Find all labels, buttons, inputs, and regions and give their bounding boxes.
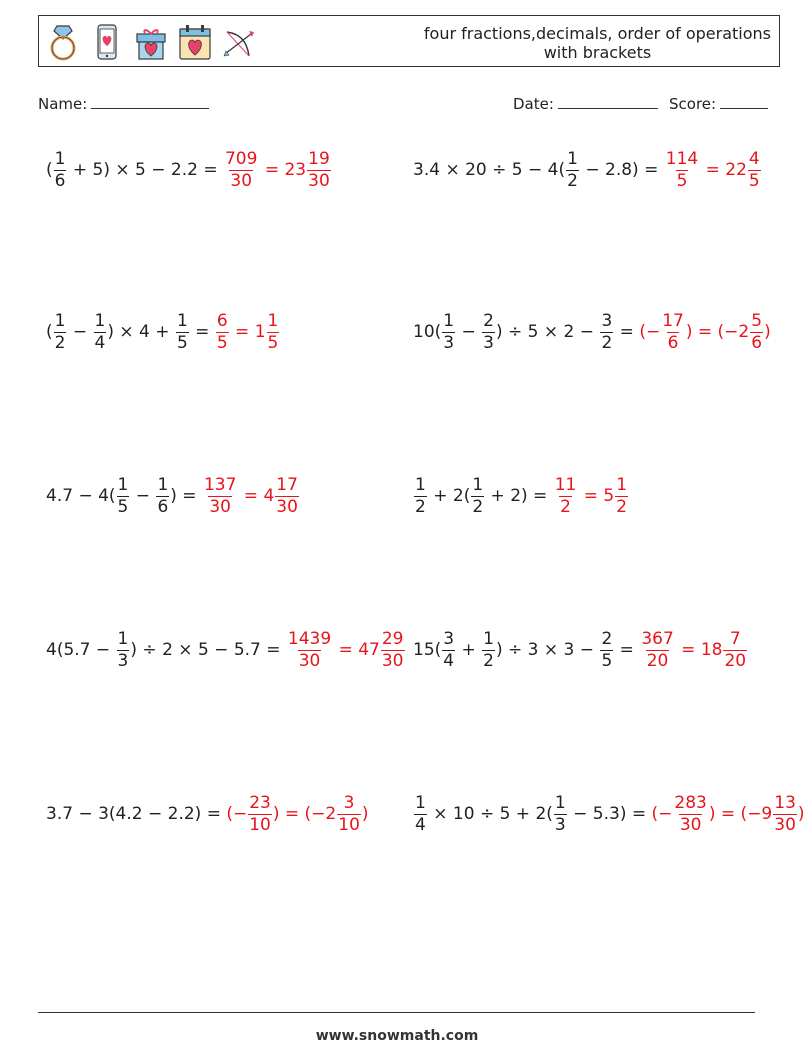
- denominator: 6: [667, 332, 679, 353]
- numerator: 17: [276, 474, 298, 495]
- expression-text: = 4: [238, 486, 275, 506]
- fraction: [94, 310, 107, 353]
- expression-text: 2: [156, 640, 179, 660]
- numerator: 13: [774, 792, 796, 813]
- expression-text: 5: [522, 322, 544, 342]
- header-icons: [45, 20, 265, 64]
- numerator: 114: [665, 148, 699, 169]
- footer-divider: [38, 1012, 755, 1013]
- denominator: 3: [117, 650, 129, 671]
- expression-text: 5 − 2.2 =: [129, 160, 223, 180]
- problem-7: [46, 620, 406, 680]
- expression-text: + 2(: [427, 486, 471, 506]
- name-label: Name:: [38, 95, 88, 113]
- expression-text: ) = (−9: [708, 804, 773, 824]
- numerator: 7: [729, 628, 741, 649]
- expression-text: (−: [226, 804, 248, 824]
- expression-text: ) = (−2: [272, 804, 337, 824]
- fraction: [773, 792, 797, 835]
- denominator: 4: [443, 650, 455, 671]
- numerator: 1: [415, 474, 426, 495]
- numerator: 29: [381, 628, 404, 649]
- name-blank[interactable]: [91, 94, 209, 109]
- date-blank[interactable]: [558, 94, 658, 109]
- denominator: 5: [267, 332, 279, 353]
- fraction: [287, 628, 332, 671]
- date-field: [513, 94, 658, 113]
- operator: ×: [119, 322, 134, 342]
- numerator: 11: [554, 474, 577, 495]
- expression-text: 4 +: [133, 322, 175, 342]
- numerator: 3: [601, 310, 613, 331]
- problem-8: [413, 620, 748, 680]
- expression-text: + 2) =: [485, 486, 553, 506]
- footer-url: www.snowmath.com: [315, 1028, 479, 1044]
- expression-text: = 1: [229, 322, 266, 342]
- denominator: 3: [554, 814, 566, 835]
- denominator: 5: [676, 170, 688, 191]
- operator: ×: [445, 160, 460, 180]
- expression-text: −: [130, 486, 156, 506]
- expression-text: 15(: [413, 640, 442, 660]
- expression-text: − 2.8) =: [579, 160, 664, 180]
- expression-text: ): [107, 322, 120, 342]
- fraction: [54, 310, 67, 353]
- denominator: 3: [483, 332, 494, 353]
- expression-text: ) =: [170, 486, 202, 506]
- expression-text: ): [361, 804, 369, 824]
- expression-text: ) = (−2: [685, 322, 750, 342]
- denominator: 5: [601, 650, 613, 671]
- ring-icon: [45, 22, 81, 62]
- fraction: [248, 792, 272, 835]
- expression-text: (−: [651, 804, 673, 824]
- numerator: 3: [443, 628, 455, 649]
- numerator: 1: [443, 310, 455, 331]
- expression-text: = 18: [675, 640, 723, 660]
- fraction: [216, 310, 229, 353]
- fraction: [176, 310, 189, 353]
- expression-text: ): [495, 640, 509, 660]
- gift-heart-icon: [133, 22, 169, 62]
- date-label: Date:: [513, 95, 554, 113]
- answer: [651, 792, 805, 835]
- denominator: 5: [176, 332, 188, 353]
- expression-text: 10(: [413, 322, 442, 342]
- operator: ÷: [508, 640, 523, 660]
- problem-10: [413, 784, 805, 844]
- answer: [226, 792, 369, 835]
- denominator: 30: [276, 496, 298, 517]
- fraction: [554, 792, 567, 835]
- expression-text: + 5): [67, 160, 116, 180]
- score-label: Score:: [669, 95, 717, 113]
- fraction: [203, 474, 237, 517]
- score-field: [669, 94, 768, 113]
- expression-text: 3: [522, 640, 544, 660]
- fraction: [723, 628, 747, 671]
- operator: ÷: [508, 322, 523, 342]
- denominator: 20: [646, 650, 669, 671]
- answer: [215, 310, 281, 353]
- numerator: 3: [343, 792, 355, 813]
- denominator: 2: [415, 496, 426, 517]
- expression-text: 4(5.7 −: [46, 640, 116, 660]
- expression-text: +: [456, 640, 482, 660]
- fraction: [117, 628, 130, 671]
- problem-4: [413, 302, 771, 362]
- answer: [223, 148, 332, 191]
- denominator: 10: [249, 814, 271, 835]
- denominator: 10: [338, 814, 360, 835]
- numerator: 2: [601, 628, 613, 649]
- name-field: [38, 94, 209, 113]
- numerator: 1439: [287, 628, 332, 649]
- expression-text: 5 + 2(: [494, 804, 553, 824]
- fraction: [600, 310, 613, 353]
- numerator: 17: [662, 310, 684, 331]
- operator: ×: [115, 160, 130, 180]
- denominator: 2: [567, 170, 578, 191]
- fraction: [54, 148, 67, 191]
- numerator: 1: [415, 792, 426, 813]
- numerator: 4: [748, 148, 760, 169]
- bow-arrow-icon: [221, 22, 257, 62]
- expression-text: − 5.3) =: [567, 804, 652, 824]
- expression-text: 3.4: [413, 160, 446, 180]
- fraction: [554, 474, 578, 517]
- expression-text: 5 − 5.7 =: [192, 640, 286, 660]
- expression-text: =: [614, 640, 640, 660]
- numerator: 1: [117, 628, 129, 649]
- problem-5: [46, 466, 300, 526]
- denominator: 30: [209, 496, 231, 517]
- fraction: [156, 474, 169, 517]
- numerator: 137: [203, 474, 237, 495]
- answer: [639, 310, 771, 353]
- numerator: 1: [554, 792, 566, 813]
- expression-text: 20: [459, 160, 493, 180]
- denominator: 5: [117, 496, 129, 517]
- fraction: [414, 792, 427, 835]
- denominator: 6: [157, 496, 169, 517]
- problem-6: [413, 466, 629, 526]
- problem-3: [46, 302, 280, 362]
- answer: [553, 474, 629, 517]
- denominator: 6: [751, 332, 763, 353]
- denominator: 5: [748, 170, 760, 191]
- fraction: [275, 474, 299, 517]
- fraction: [673, 792, 707, 835]
- operator: ÷: [142, 640, 157, 660]
- fraction: [640, 628, 674, 671]
- denominator: 30: [381, 650, 404, 671]
- answer: [202, 474, 300, 517]
- expression-text: = 47: [333, 640, 380, 660]
- fraction: [117, 474, 130, 517]
- numerator: 1: [176, 310, 188, 331]
- numerator: 1: [483, 628, 494, 649]
- expression-text: =: [189, 322, 215, 342]
- numerator: 1: [157, 474, 169, 495]
- denominator: 4: [415, 814, 426, 835]
- numerator: 1: [472, 474, 484, 495]
- worksheet-header: [38, 15, 780, 67]
- denominator: 2: [472, 496, 484, 517]
- expression-text: 3.7 − 3(4.2 − 2.2) =: [46, 804, 227, 824]
- expression-text: ): [130, 640, 143, 660]
- denominator: 20: [724, 650, 747, 671]
- numerator: 1: [54, 310, 66, 331]
- expression-text: = 22: [700, 160, 747, 180]
- denominator: 30: [230, 170, 253, 191]
- numerator: 1: [54, 148, 66, 169]
- numerator: 367: [641, 628, 674, 649]
- fraction: [414, 474, 427, 517]
- numerator: 283: [674, 792, 707, 813]
- operator: ×: [543, 640, 559, 660]
- expression-text: (−: [639, 322, 661, 342]
- fraction: [665, 148, 699, 191]
- numerator: 1: [567, 148, 578, 169]
- operator: ÷: [492, 160, 507, 180]
- denominator: 3: [443, 332, 455, 353]
- denominator: 30: [774, 814, 796, 835]
- denominator: 6: [54, 170, 66, 191]
- title-line-2: with brackets: [543, 43, 652, 62]
- denominator: 2: [616, 496, 628, 517]
- denominator: 30: [308, 170, 330, 191]
- numerator: 1: [267, 310, 279, 331]
- expression-text: ): [495, 322, 509, 342]
- expression-text: 4.7 − 4(: [46, 486, 116, 506]
- numerator: 1: [616, 474, 628, 495]
- fraction: [615, 474, 628, 517]
- numerator: 2: [483, 310, 494, 331]
- expression-text: =: [614, 322, 640, 342]
- calendar-heart-icon: [177, 22, 213, 62]
- numerator: 1: [117, 474, 129, 495]
- numerator: 1: [94, 310, 106, 331]
- denominator: 2: [54, 332, 66, 353]
- expression-text: 3 −: [558, 640, 600, 660]
- fraction: [442, 628, 455, 671]
- denominator: 2: [601, 332, 613, 353]
- expression-text: = 23: [259, 160, 307, 180]
- expression-text: (: [46, 160, 53, 180]
- expression-text: = 5: [578, 486, 615, 506]
- denominator: 30: [679, 814, 702, 835]
- operator: ×: [178, 640, 193, 660]
- expression-text: 10: [447, 804, 480, 824]
- numerator: 6: [216, 310, 228, 331]
- numerator: 19: [308, 148, 330, 169]
- fraction: [442, 310, 455, 353]
- problem-2: [413, 140, 762, 200]
- fraction: [566, 148, 579, 191]
- answer: [286, 628, 406, 671]
- denominator: 5: [216, 332, 228, 353]
- fraction: [482, 628, 495, 671]
- score-blank[interactable]: [720, 94, 768, 109]
- numerator: 5: [751, 310, 763, 331]
- fraction: [600, 628, 613, 671]
- operator: ×: [543, 322, 559, 342]
- expression-text: ): [764, 322, 771, 342]
- fraction: [661, 310, 685, 353]
- fraction: [750, 310, 763, 353]
- fraction: [748, 148, 761, 191]
- expression-text: −: [67, 322, 93, 342]
- answer: [639, 628, 748, 671]
- fraction: [482, 310, 495, 353]
- answer: [664, 148, 762, 191]
- expression-text: −: [456, 322, 482, 342]
- worksheet-title: [369, 24, 771, 62]
- fraction: [307, 148, 331, 191]
- fraction: [471, 474, 484, 517]
- problem-1: [46, 140, 332, 200]
- denominator: 2: [560, 496, 571, 517]
- fraction: [337, 792, 361, 835]
- denominator: 2: [483, 650, 494, 671]
- expression-text: ): [797, 804, 805, 824]
- problem-9: [46, 784, 369, 844]
- expression-text: 2 −: [558, 322, 600, 342]
- operator: ×: [433, 804, 448, 824]
- numerator: 709: [224, 148, 258, 169]
- denominator: 4: [94, 332, 106, 353]
- expression-text: (: [46, 322, 53, 342]
- fraction: [267, 310, 280, 353]
- expression-text: 5 − 4(: [506, 160, 566, 180]
- fraction: [224, 148, 258, 191]
- title-line-1: four fractions,decimals, order of operations: [423, 24, 771, 43]
- phone-heart-icon: [89, 22, 125, 62]
- fraction: [381, 628, 405, 671]
- operator: ÷: [479, 804, 495, 824]
- numerator: 23: [249, 792, 271, 813]
- denominator: 30: [298, 650, 321, 671]
